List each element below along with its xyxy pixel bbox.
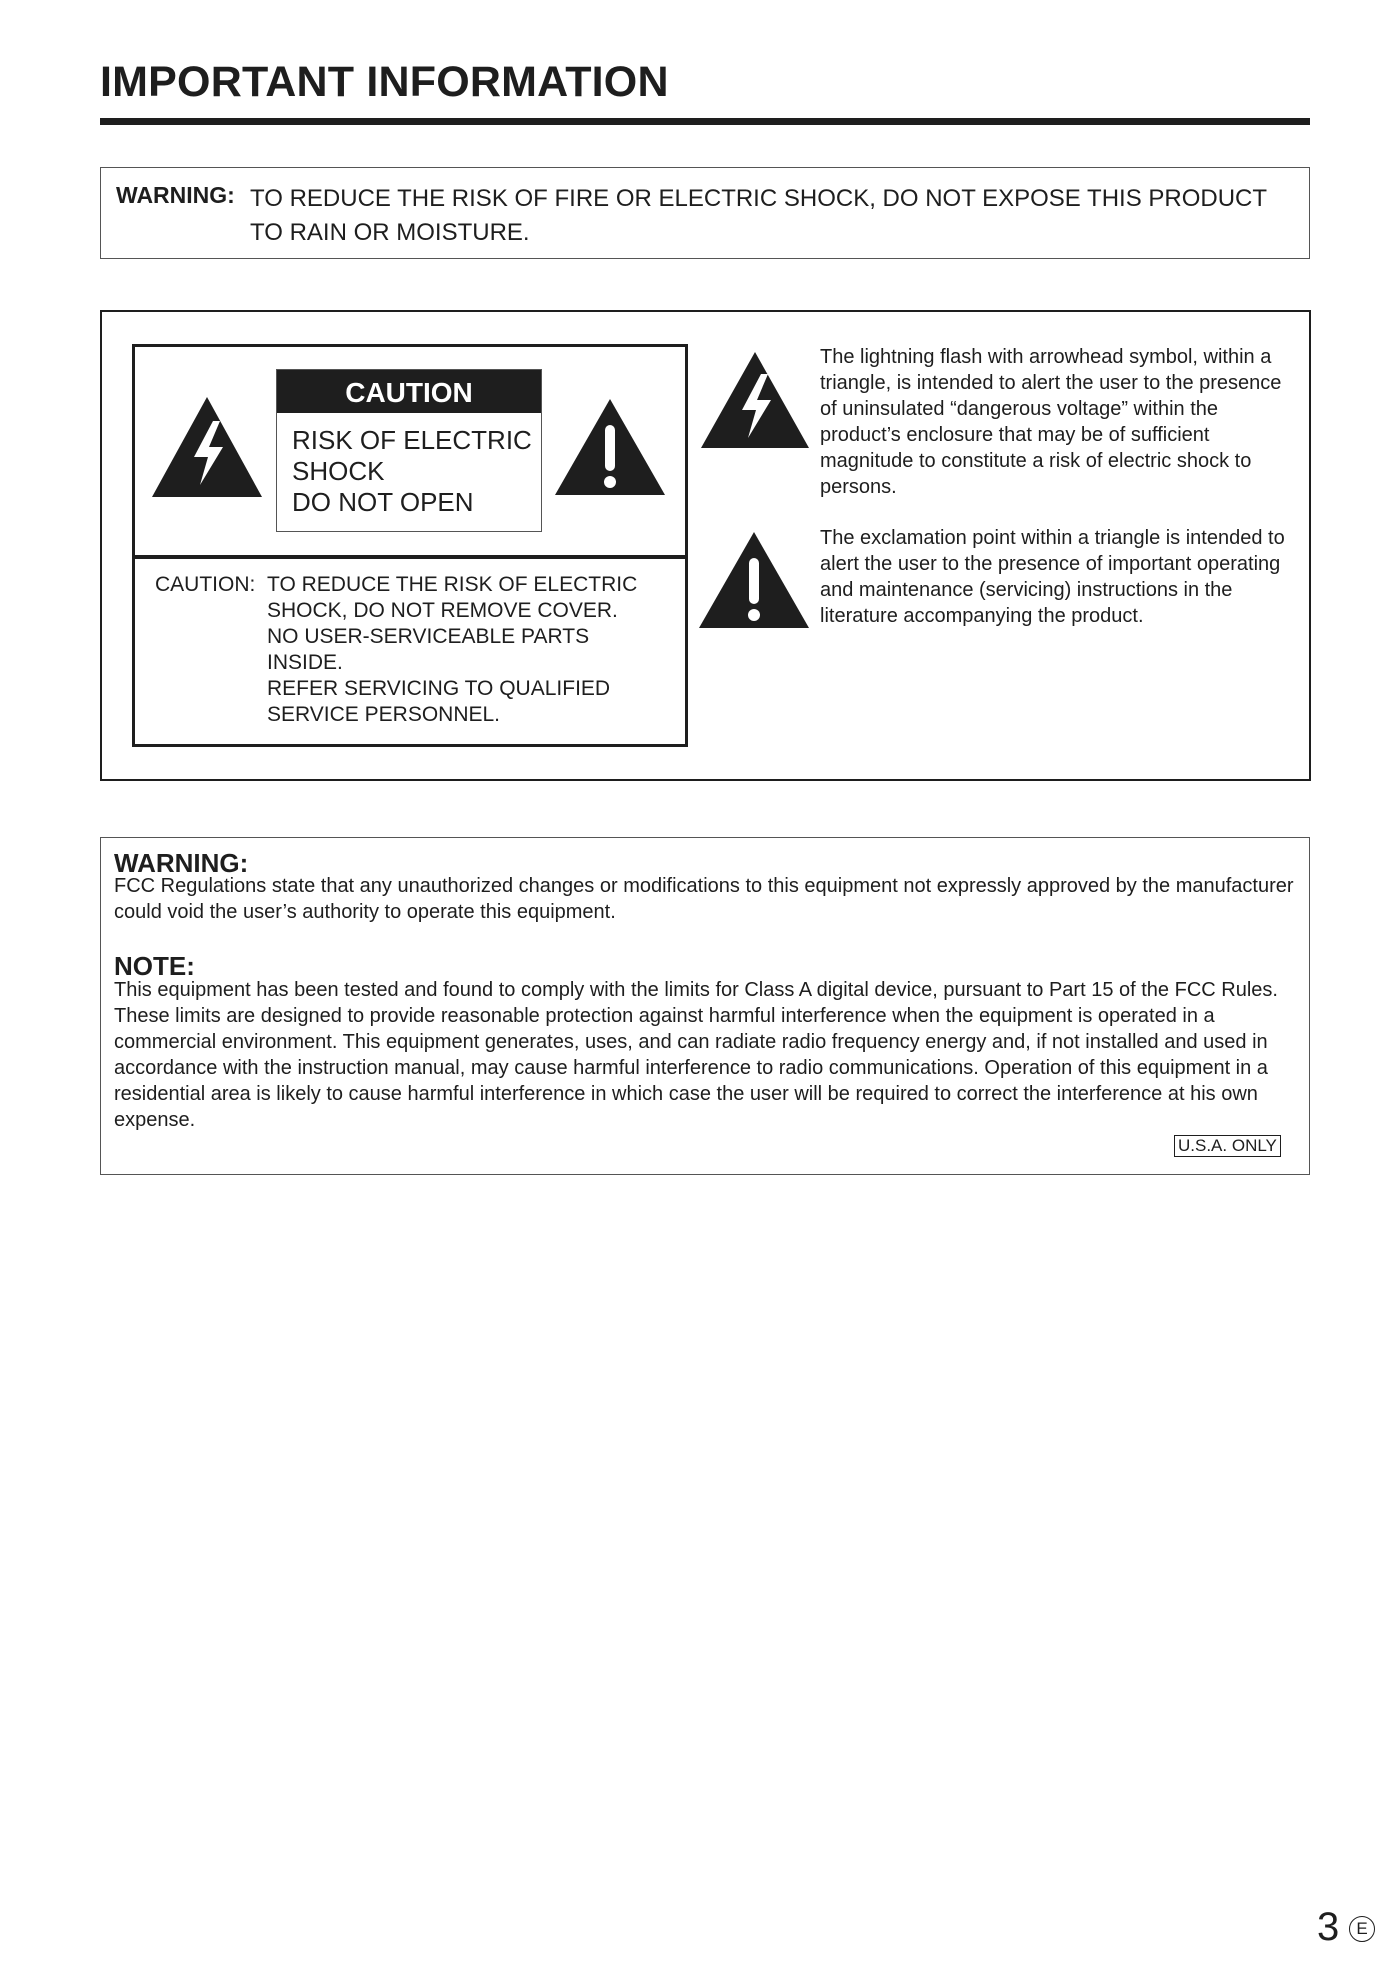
exclamation-warning-icon	[553, 397, 667, 497]
caution-lower-text	[267, 572, 637, 728]
region-badge: U.S.A. ONLY	[1174, 1135, 1281, 1157]
fcc-note-text: This equipment has been tested and found to comply with the limits for Class A digital device, pursuant to Part 15 of the FCC Rules. These limits are designed to provide reasonable protection against harmful interference when the equipment is operated in a commercial environment. This equipment generates, uses, and can radiate radio frequency energy and, if not installed and used in accordance with the instruction manual, may cause harmful interference to radio communications. Operation of this equipment in a residential area is likely to cause harmful interference in which case the user will be required to correct the interference at his own expense.	[114, 979, 1278, 1131]
rain-warning-text	[250, 182, 1290, 250]
caution-lower-line: TO REDUCE THE RISK OF ELECTRIC	[267, 573, 638, 596]
lightning-warning-icon	[150, 395, 264, 499]
caution-label-panel	[132, 344, 688, 747]
caution-lower-line: SERVICE PERSONNEL.	[267, 703, 501, 726]
lightning-explanation: The lightning flash with arrowhead symbol, within a triangle, is intended to alert the user to the presence of uninsulated “dangerous voltage” within the product’s enclosure that may be of sufficient magnitude to constitute a risk of electric shock to persons.	[820, 346, 1282, 498]
exclamation-warning-icon	[697, 530, 811, 630]
title-rule	[100, 118, 1310, 125]
lightning-warning-icon	[699, 350, 811, 450]
caution-panel	[276, 369, 542, 532]
fcc-warning-text: FCC Regulations state that any unauthorized changes or modifications to this equipment not expressly approved by the manufacturer could void the user’s authority to operate this equipment.	[114, 875, 1294, 923]
caution-panel-text	[277, 413, 541, 518]
exclamation-explanation: The exclamation point within a triangle is intended to alert the user to the presence of important operating and maintenance (servicing) instructions in the literature accompanying the product.	[820, 527, 1285, 627]
caution-lower-label: CAUTION:	[155, 573, 256, 596]
caution-section	[100, 310, 1311, 781]
rain-warning-line: TO REDUCE THE RISK OF FIRE OR ELECTRIC SHOCK, DO NOT EXPOSE THIS PRODUCT	[250, 185, 1268, 212]
caution-lower-line: SHOCK, DO NOT REMOVE COVER.	[267, 599, 618, 622]
caution-lower-line: INSIDE.	[267, 651, 343, 674]
caution-lower-line: REFER SERVICING TO QUALIFIED	[267, 677, 611, 700]
fcc-section	[100, 837, 1310, 1175]
caution-line: RISK OF ELECTRIC	[292, 425, 532, 455]
caution-line: SHOCK	[292, 456, 385, 486]
language-mark: E	[1349, 1916, 1375, 1942]
rain-warning-label: WARNING:	[116, 182, 235, 208]
page-number: 3	[1317, 1905, 1340, 1949]
rain-warning-box	[100, 167, 1310, 259]
fcc-warning-heading: WARNING:	[114, 848, 249, 878]
page-title: IMPORTANT INFORMATION	[100, 58, 669, 106]
fcc-note-heading: NOTE:	[114, 951, 195, 981]
caution-header: CAUTION	[277, 370, 541, 413]
caution-lower-line: NO USER-SERVICEABLE PARTS	[267, 625, 590, 648]
caution-line: DO NOT OPEN	[292, 487, 474, 517]
rain-warning-line: TO RAIN OR MOISTURE.	[250, 219, 530, 246]
caution-divider	[135, 555, 685, 559]
